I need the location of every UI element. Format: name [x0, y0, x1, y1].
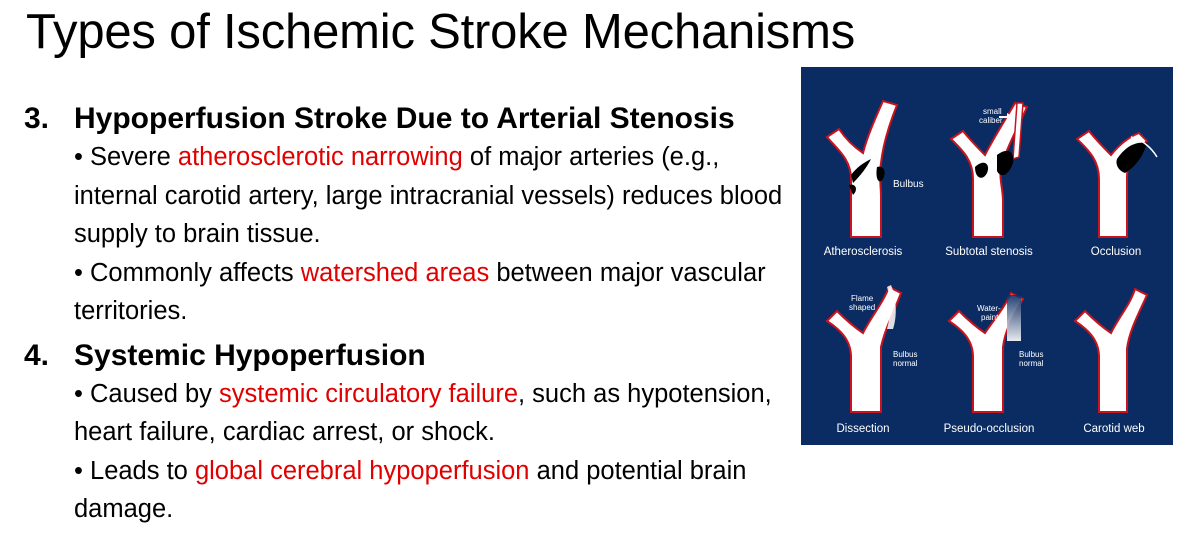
bullet-text: • Caused by: [74, 379, 220, 408]
bullet-text: • Leads to: [74, 456, 195, 485]
bullet-text: and potential brain damage.: [74, 456, 747, 523]
bullet-text: • Severe: [74, 143, 178, 171]
label-shaped: shaped: [849, 303, 876, 312]
highlighted-term: atherosclerotic narrowing: [177, 143, 463, 171]
section-4: [24, 337, 794, 529]
carotid-illustration: [801, 67, 1173, 445]
highlighted-term: global cerebral hypoperfusion: [194, 456, 530, 485]
panel-dissection: [827, 285, 918, 435]
label-small: small: [983, 107, 1002, 116]
bullet-point: [74, 452, 794, 529]
bullet-text: • Commonly affects: [74, 258, 301, 287]
panel-subtotal-stenosis: [945, 103, 1033, 258]
bullet-point: [74, 138, 794, 254]
section-title: Hypoperfusion Stroke Due to Arterial Stenosis: [74, 102, 735, 135]
highlighted-term: systemic circulatory failure: [219, 379, 519, 408]
section-3: [24, 100, 794, 331]
label-caliber: caliber: [979, 116, 1003, 125]
label-flame: Flame: [851, 294, 874, 303]
bullet-point: [74, 254, 794, 331]
label-bulbus: Bulbus: [893, 179, 924, 190]
label-paint: paint: [981, 313, 999, 322]
section-number: 4.: [24, 338, 50, 372]
panel-pseudo-occlusion: [944, 293, 1044, 435]
section-number: 3.: [24, 102, 50, 135]
panel-occlusion: [1077, 131, 1157, 258]
section-heading: [24, 100, 794, 138]
bullet-point: [74, 375, 794, 452]
label-bulbus: Bulbus: [1019, 350, 1044, 359]
caption-atherosclerosis: Atherosclerosis: [823, 246, 903, 258]
label-water: Water-: [977, 304, 1001, 313]
label-normal: normal: [893, 359, 918, 368]
caption-dissection: Dissection: [836, 423, 890, 435]
bullet-text: between major vascular territories.: [74, 258, 766, 325]
caption-carotid-web: Carotid web: [1083, 423, 1145, 435]
label-bulbus: Bulbus: [893, 350, 918, 359]
section-heading: [24, 337, 794, 375]
caption-pseudo-occlusion: Pseudo-occlusion: [943, 423, 1035, 435]
section-title: Systemic Hypoperfusion: [74, 338, 426, 372]
caption-subtotal-stenosis: Subtotal stenosis: [945, 246, 1033, 258]
panel-atherosclerosis: [824, 101, 924, 258]
highlighted-term: watershed areas: [300, 258, 490, 287]
label-normal: normal: [1019, 359, 1044, 368]
bullet-text: , such as hypotension, heart failure, cardiac arrest, or shock.: [74, 379, 772, 446]
caption-occlusion: Occlusion: [1090, 246, 1142, 258]
bullet-text: of major arteries (e.g., internal carotid artery, large intracranial vessels) reduces blood supply to brain tissue.: [74, 143, 783, 248]
panel-carotid-web: [1075, 289, 1147, 435]
slide-title: Types of Ischemic Stroke Mechanisms: [26, 5, 856, 59]
slide-content: [24, 100, 794, 529]
carotid-stenosis-figure: [801, 67, 1173, 445]
